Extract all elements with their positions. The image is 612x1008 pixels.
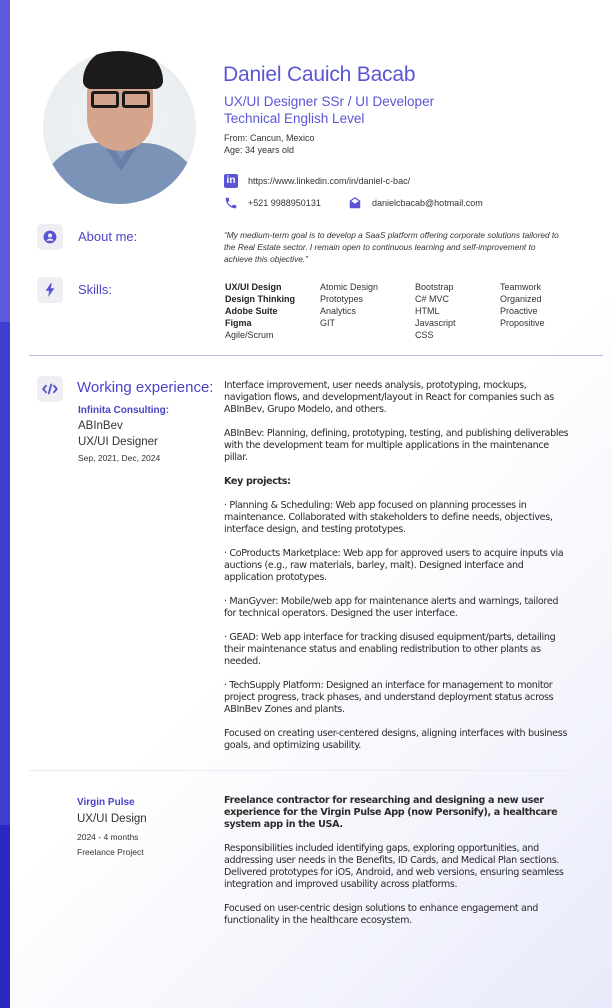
skills-column-design [320, 281, 415, 341]
skill-item: Organized [500, 294, 542, 304]
skill-item: Adobe Suite [225, 306, 278, 316]
skill-item: CSS [415, 330, 434, 340]
skills-column-tech [415, 281, 500, 341]
phone-contact[interactable] [224, 196, 321, 210]
side-accent-strip-bottom [0, 825, 10, 1008]
skill-item: Bootstrap [415, 282, 454, 292]
linkedin-icon: in [224, 174, 238, 188]
profile-name: Daniel Cauich Bacab [223, 63, 416, 86]
project-item: · Planning & Scheduling: Web app focused on planning processes in maintenance. Collaborated with stakeholders to define needs, objectives, interface design, and testing prototypes. [224, 500, 553, 535]
linkedin-link[interactable]: https://www.linkedin.com/in/daniel-c-bac/ [248, 176, 411, 186]
profile-age: Age: 34 years old [224, 145, 295, 155]
skill-item: UX/UI Design [225, 282, 282, 292]
phone-number[interactable]: +521 9988950131 [248, 198, 321, 208]
about-title: About me: [78, 229, 138, 244]
about-text: “My medium-term goal is to develop a SaaS platform offering corporate solutions tailored to the Real Estate sector. I remain open to continuous learning and self-improvement to achieve this objective.” [224, 230, 559, 264]
skills-column-core [225, 281, 320, 341]
skill-item: Propositive [500, 318, 545, 328]
job-client: ABInBev [78, 420, 123, 432]
project-item: · TechSupply Platform: Designed an interface for management to monitor project progress, track phases, and understand deployment status across ABInBev Zones and plants. [224, 680, 554, 715]
job-divider [29, 770, 574, 771]
job-closing: Focused on user-centric design solutions to enhance engagement and functionality in the healthcare ecosystem. [224, 903, 539, 926]
job-dates: 2024 - 4 months [77, 832, 139, 842]
code-icon [37, 376, 63, 402]
job-role: UX/UI Designer [78, 436, 158, 448]
job-type: Freelance Project [77, 847, 144, 857]
profile-location: From: Cancun, Mexico [224, 133, 315, 143]
job-summary: Freelance contractor for researching and designing a new user experience for the Virgin Pulse App (now Personify), a healthcare system app in the USA. [224, 795, 558, 830]
linkedin-contact[interactable] [224, 174, 410, 188]
skill-item: Javascript [415, 318, 456, 328]
key-projects-heading: Key projects: [224, 476, 291, 487]
job-closing: Focused on creating user-centered designs, aligning interfaces with business goals, and optimizing usability. [224, 728, 567, 751]
profile-photo [43, 51, 196, 204]
skill-item: Analytics [320, 306, 357, 316]
skill-item: Teamwork [500, 282, 542, 292]
skills-title: Skills: [78, 282, 112, 297]
project-item: · CoProducts Marketplace: Web app for approved users to acquire inputs via auctions (e.g., raw materials, barley, malt). Designed interface and application prototypes. [224, 548, 564, 583]
skill-item: C# MVC [415, 294, 450, 304]
job-company: Virgin Pulse [77, 797, 135, 808]
skill-item: Figma [225, 318, 252, 328]
skills-column-soft [500, 281, 580, 341]
experience-title: Working experience: [77, 379, 214, 396]
skill-item: Design Thinking [225, 294, 296, 304]
skill-item: Agile/Scrum [225, 330, 274, 340]
job-description [224, 795, 569, 939]
phone-icon [224, 196, 238, 210]
side-accent-strip-middle [0, 322, 10, 825]
email-icon [348, 196, 362, 210]
project-item: · GEAD: Web app interface for tracking disused equipment/parts, detailing their maintenance status and enabling redistribution to other plants as needed. [224, 632, 556, 667]
job-dates: Sep, 2021, Dec, 2024 [78, 453, 161, 463]
email-contact[interactable] [348, 196, 483, 210]
user-circle-icon [37, 224, 63, 250]
project-item: · ManGyver: Mobile/web app for maintenance alerts and warnings, tailored for technical operators. Designed the user interface. [224, 596, 559, 619]
lightning-bolt-icon [37, 277, 63, 303]
job-responsibilities: Responsibilities included identifying gaps, exploring opportunities, and addressing user needs in the Benefits, ID Cards, and Medical Plan sections. Delivered prototypes for iOS, Android, and web versions, ensuring seamless integration and improved usability across platforms. [224, 843, 564, 890]
skills-grid [225, 281, 580, 341]
profile-english-level: Technical English Level [224, 111, 365, 126]
skill-item: Proactive [500, 306, 538, 316]
job-summary: Interface improvement, user needs analysis, prototyping, mockups, navigation flows, and development/layout in React for companies such as ABInBev, Grupo Modelo, and others. [224, 380, 554, 415]
profile-role-title: UX/UI Designer SSr / UI Developer [224, 94, 435, 109]
skill-item: Prototypes [320, 294, 364, 304]
job-description [224, 380, 569, 764]
skill-item: GIT [320, 318, 335, 328]
email-address[interactable]: danielcbacab@hotmail.com [372, 198, 483, 208]
job-company: Infinita Consulting: [78, 405, 170, 416]
section-divider [29, 355, 603, 356]
profile-meta [224, 132, 315, 156]
job-role: UX/UI Design [77, 813, 147, 825]
profile-role [224, 93, 434, 127]
side-accent-strip-top [0, 0, 10, 322]
skill-item: Atomic Design [320, 282, 379, 292]
skill-item: HTML [415, 306, 440, 316]
job-client-summary: ABInBev: Planning, defining, prototyping, testing, and publishing deliverables with the development team for multiple applications in the maintenance pillar. [224, 428, 569, 463]
